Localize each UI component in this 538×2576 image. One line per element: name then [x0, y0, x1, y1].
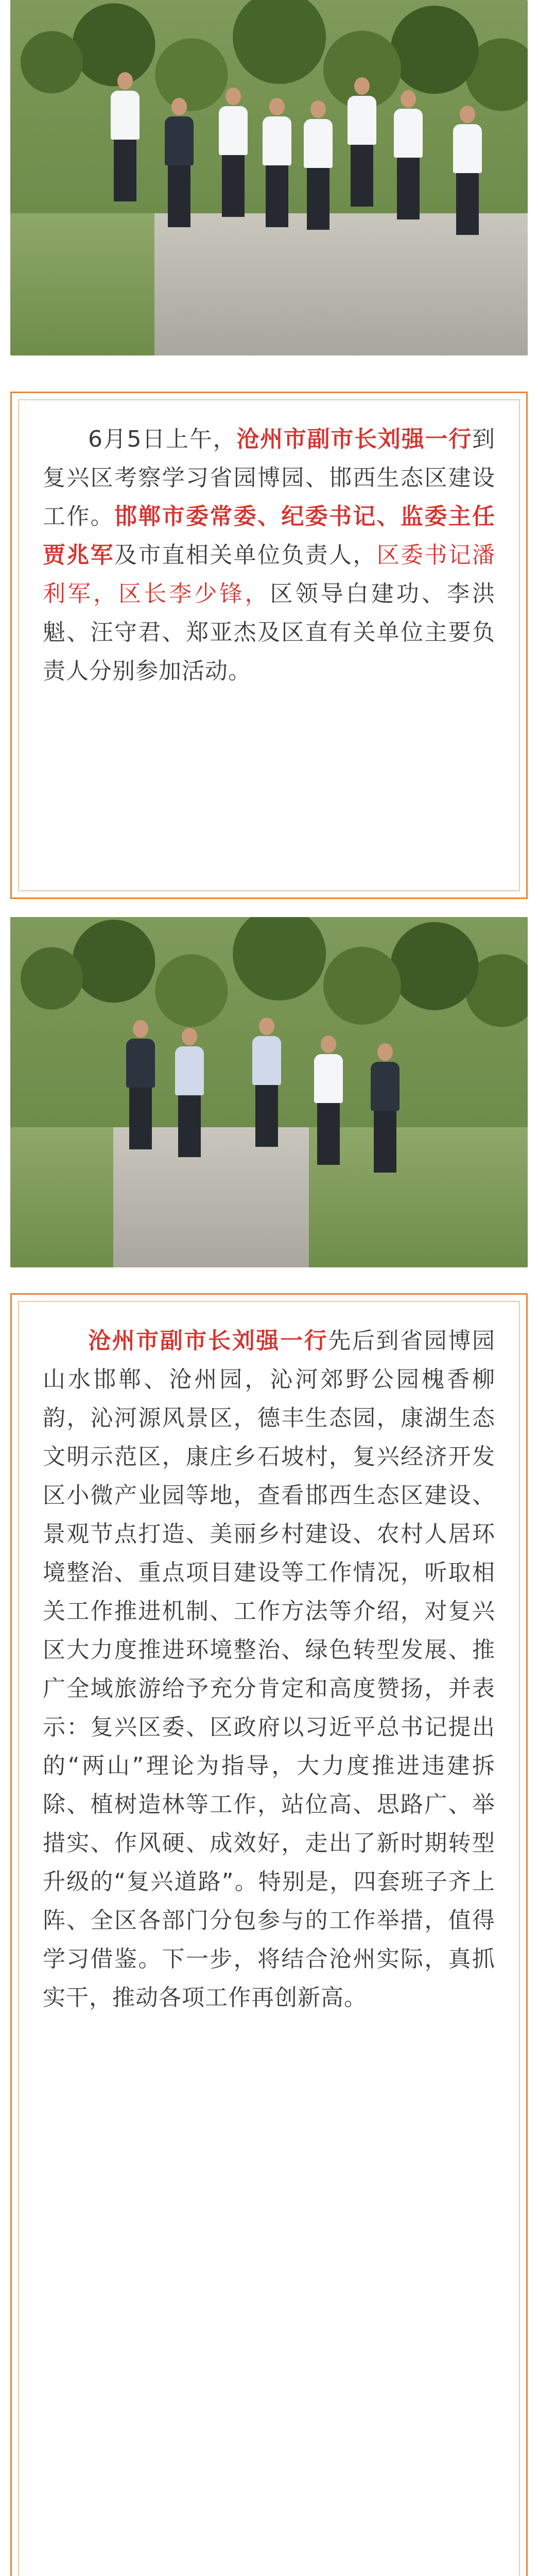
- person-figure: [348, 77, 376, 207]
- inspection-textbox-inner: [18, 1301, 520, 2576]
- person-figure: [314, 1036, 343, 1165]
- handan-official-name: 邯郸市委常委、纪委书记、监委主任贾兆军: [43, 503, 495, 568]
- intro-textbox-inner: [18, 399, 520, 891]
- cangzhou-delegation-name: 沧州市副市长刘强一行: [236, 426, 472, 452]
- person-figure: [371, 1043, 400, 1173]
- person-figure: [263, 98, 291, 227]
- inspection-textbox: [10, 1293, 528, 2576]
- intro-others: 区领导白建功、李洪魁、汪守君、郑亚杰及区直有关单位主要负责人分别参加活动。: [43, 581, 496, 684]
- person-figure: [252, 1018, 281, 1147]
- photo-tree-path-visit: [10, 917, 528, 1267]
- person-figure: [126, 1020, 155, 1149]
- cangzhou-delegation-name: 沧州市副市长刘强一行: [88, 1328, 328, 1354]
- district-leaders-name: 区委书记潘利军，区长李少锋，: [43, 542, 496, 607]
- person-figure: [111, 72, 140, 201]
- intro-textbox: [10, 392, 528, 899]
- person-figure: [175, 1028, 204, 1157]
- person-figure: [304, 100, 333, 230]
- person-figure: [165, 98, 194, 227]
- intro-purpose: 到复兴区考察学习省园博园、邯西生态区建设工作。: [43, 426, 495, 530]
- intro-attendees: 及市直相关单位负责人，: [114, 542, 377, 568]
- person-figure: [219, 88, 248, 217]
- intro-date: 6月5日上午，: [88, 426, 237, 452]
- person-figure: [394, 90, 423, 219]
- inspection-body: 先后到省园博园山水邯郸、沧州园，沁河郊野公园槐香柳韵，沁河源风景区，德丰生态园，康湖生态文明示范区，康庄乡石坡村，复兴经济开发区小微产业园等地，查看邯西生态区建设、景观节点打造、美丽乡村建设、农村人居环境整治、重点项目建设等工作情况，听取相关工作推进机制、工作方法等介绍，对复兴区大力度推进环境整治、绿色转型发展、推广全域旅游给予充分肯定和高度赞扬，并表示：复兴区委、区政府以习近平总书记提出的“两山”理论为指导，大力度推进违建拆除、植树造林等工作，站位高、思路广、举措实、作风硬、成效好，走出了新时期转型升级的“复兴道路”。特别是，四套班子齐上阵、全区各部门分包参与的工作举措，值得学习借鉴。下一步，将结合沧州实际，真抓实干，推动各项工作再创新高。: [43, 1328, 495, 2011]
- intro-paragraph: [43, 420, 495, 690]
- person-figure: [453, 106, 482, 235]
- inspection-paragraph: [43, 1321, 495, 2017]
- photo-inspection-walk: [10, 0, 528, 355]
